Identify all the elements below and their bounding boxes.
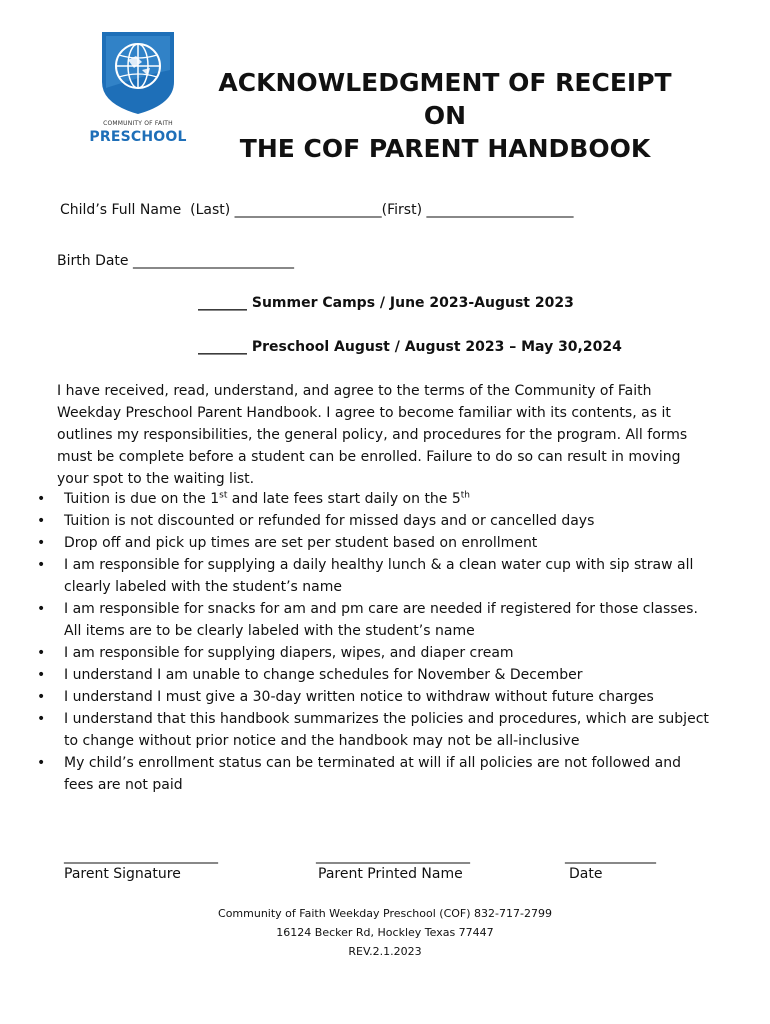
school-logo: [88, 30, 188, 150]
list-item: [34, 664, 714, 686]
list-item-text: I understand I must give a 30-day written notice to withdraw without future charges: [64, 689, 654, 705]
summer-camps-option[interactable]: [198, 295, 574, 311]
birth-date-field[interactable]: Birth Date _______________________: [57, 253, 294, 269]
list-item-text: Drop off and pick up times are set per student based on enrollment: [64, 535, 538, 551]
list-item: [34, 532, 714, 554]
policy-list: [34, 488, 714, 796]
list-item-text: Tuition is not discounted or refunded for missed days and or cancelled days: [64, 513, 595, 529]
footer-contact: Community of Faith Weekday Preschool (COF) 832-717-2799: [218, 907, 552, 920]
list-item: [34, 598, 714, 642]
bullet-dot: •: [37, 667, 46, 683]
bullet-dot: •: [37, 755, 46, 771]
list-item: [34, 752, 714, 796]
child-name-field[interactable]: Child’s Full Name (Last) _____________________(First) _____________________: [60, 202, 574, 218]
bullet-dot: •: [37, 557, 46, 573]
bullet-dot: •: [37, 689, 46, 705]
list-item-text: I understand I am unable to change schedules for November & December: [64, 667, 583, 683]
superscript: th: [460, 490, 471, 501]
printed-name-line[interactable]: ______________________: [316, 848, 470, 864]
bullet-dot: •: [37, 513, 46, 529]
globe-shield-icon: [100, 30, 176, 116]
list-item-text: and late fees start daily on the 5: [227, 491, 461, 507]
logo-text-preschool: PRESCHOOL: [89, 129, 187, 145]
list-item-text: Tuition is due on the 1: [64, 491, 220, 507]
bullet-dot: •: [37, 535, 46, 551]
list-item: [34, 554, 714, 598]
list-item-text: I am responsible for supplying diapers, wipes, and diaper cream: [64, 645, 514, 661]
footer-address: 16124 Becker Rd, Hockley Texas 77447: [276, 926, 494, 939]
superscript: st: [219, 490, 228, 501]
summer-camps-label: Summer Camps / June 2023-August 2023: [247, 295, 574, 311]
list-item: [34, 488, 714, 510]
preschool-label: Preschool August / August 2023 – May 30,2024: [247, 339, 622, 355]
list-item-text: I am responsible for snacks for am and pm care are needed if registered for those classes. All items are to be clearly labeled with the student’s name: [64, 601, 698, 639]
list-item: [34, 642, 714, 664]
list-item-text: My child’s enrollment status can be terminated at will if all policies are not followed and fees are not paid: [64, 755, 682, 793]
list-item-text: I understand that this handbook summarizes the policies and procedures, which are subject to change without prior notice and the handbook may not be all-inclusive: [64, 711, 709, 749]
summer-camps-blank[interactable]: _______: [198, 295, 247, 311]
parent-signature-label: Parent Signature: [64, 866, 181, 882]
footer-revision: REV.2.1.2023: [348, 945, 422, 958]
title-line-2: THE COF PARENT HANDBOOK: [239, 134, 651, 163]
footer: [0, 904, 770, 961]
parent-signature-line[interactable]: ______________________: [64, 848, 218, 864]
bullet-dot: •: [37, 645, 46, 661]
list-item: [34, 686, 714, 708]
printed-name-label: Parent Printed Name: [318, 866, 463, 882]
bullet-dot: •: [37, 711, 46, 727]
preschool-option[interactable]: [198, 339, 622, 355]
date-label: Date: [569, 866, 603, 882]
title-line-1: ACKNOWLEDGMENT OF RECEIPT ON: [218, 68, 672, 130]
list-item-text: I am responsible for supplying a daily healthy lunch & a clean water cup with sip straw all clearly labeled with the student’s name: [64, 557, 694, 595]
agreement-paragraph: I have received, read, understand, and agree to the terms of the Community of Faith Weekday Preschool Parent Handbook. I agree to become familiar with its contents, as it outlines my responsibilities, the general policy, and procedures for the program. All forms must be complete before a student can be enrolled. Failure to do so can result in moving your spot to the waiting list.: [57, 383, 688, 487]
page-title: [195, 66, 695, 165]
bullet-dot: •: [37, 491, 46, 507]
logo-text-community: COMMUNITY OF FAITH: [103, 120, 173, 127]
bullet-dot: •: [37, 601, 46, 617]
list-item: [34, 510, 714, 532]
date-line[interactable]: _____________: [565, 848, 656, 864]
preschool-blank[interactable]: _______: [198, 339, 247, 355]
list-item: [34, 708, 714, 752]
